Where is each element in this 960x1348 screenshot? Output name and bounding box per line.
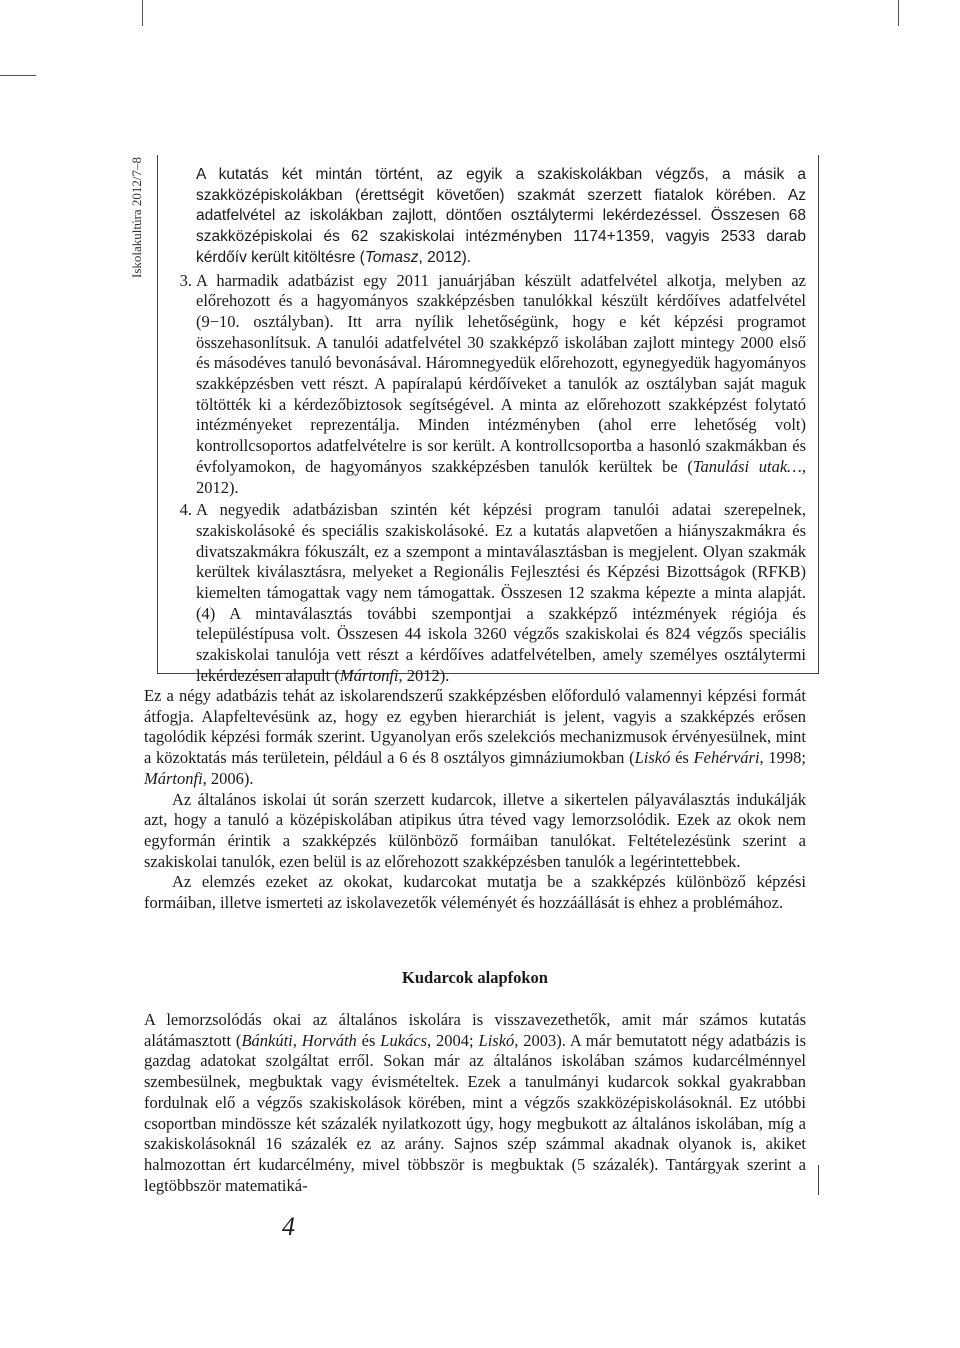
page-number: 4 <box>282 1212 295 1241</box>
paragraph-text: , <box>292 1030 302 1050</box>
list-item <box>170 271 806 499</box>
paragraph: Az általános iskolai út során szerzett kudarcok, illetve a sikertelen pályaválasztás indukálják azt, hogy a tanuló a középiskolában atipikus útra téved vagy lemorzsolódik. Ezek az okok nem egyformán érintik a szakképzés különböző formáiban tanulókat. Feltételezésünk szerint a szakiskolai tanulók, ezen belül is az előrehozott szakképzésben tanulók a legérintettebbek. <box>144 789 806 871</box>
paragraph <box>144 1010 806 1196</box>
citation: Tanulási utak… <box>692 456 802 476</box>
list-item-text: A kutatás két mintán történt, az egyik a szakiskolákban végzős, a másik a szakközépiskolákban (érettségit követően) szakmát szerzett fiatalok körében. Az adatfelvétel az iskolákban zajlott, döntően osztálytermi lekérdezéssel. Összesen 68 szakközépiskolai és 62 szakiskolai intézményben 1174+1359, vagyis 2533 darab kérdőív került kitöltésre ( <box>196 166 806 266</box>
crop-mark <box>0 75 36 76</box>
crop-mark <box>898 0 899 26</box>
box-left-rule <box>157 155 158 673</box>
list-item-number: 4. <box>179 500 192 520</box>
database-list <box>170 165 806 687</box>
citation: Tomasz <box>364 248 419 266</box>
paragraph-text: , 1998; <box>759 748 806 768</box>
text-right-rule <box>818 1165 819 1195</box>
citation: Liskó <box>478 1030 515 1050</box>
body-paragraphs <box>144 686 806 914</box>
list-item-number: 3. <box>179 270 192 290</box>
list-item-text: A harmadik adatbázist egy 2011 januárjában készült adatfelvétel alkotja, melyben az előrehozott és a hagyományos szakképzésben tanulókkal készült kérdőíves adatfelvétel (9−10. osztályban). Itt arra nyílik lehetőségünk, hogy e két képzési programot összehasonlítsuk. A tanulói adatfelvétel 30 szakképző iskolában zajlott mintegy 2000 első és másodéves tanuló bevonásával. Háromnegyedük előrehozott, egynegyedük hagyományos szakképzésben vett részt. A papíralapú kérdőíveket a tanulók az osztályban saját maguk töltötték ki a kérdezőbiztosok segítségével. A minta az előrehozott szakképzést folytató intézményeket reprezentálja. Minden intézményben (ahol erre lehetőség volt) kontrollcsoportos adatfelvételre is sor került. A kontrollcsoportba a hasonló szakmákban és évfolyamokon, de hagyományos szakképzésben tanulók kerültek be ( <box>196 270 806 476</box>
section-heading: Kudarcok alapfokon <box>402 968 548 987</box>
paragraph-text: és <box>356 1030 381 1050</box>
list-item-tail: , 2012). <box>398 665 450 685</box>
citation: Mártonfi <box>144 768 203 788</box>
paragraph-text: , 2006). <box>202 768 254 788</box>
paragraph-text: , 2003). A már bemutatott négy adatbázis is gazdag adatokat szolgáltat erről. Sokan már az általános iskolában számos kudarcélménnyel szembesülnek, megbuktak vagy évismételtek. Ezek a tanulmányi kudarcok sokkal gyakrabban fordulnak elő a végzős szakiskolások körében, mint a végzős szakközépiskolásoknál. Ez utóbbi csoportban mindössze két százalék nyilatkozott úgy, hogy megbukott az általános iskolában, míg a szakiskolásoknál 16 százalék ez az arány. Sajnos szép számmal akadnak olyanok is, akiket halmozottan ért kudarcélmény, mivel többször is megbuktak (5 százalék). Tantárgyak szerint a legtöbbször matematiká- <box>144 1030 807 1195</box>
citation: Lukács <box>380 1030 428 1050</box>
section-body <box>144 1010 806 1196</box>
paragraph-text: A lemorzsolódás okai az általános iskolára is visszavezethetők, amit már számos kutatás alátámasztott ( <box>144 1010 806 1050</box>
citation: Mártonfi <box>339 665 399 685</box>
citation: Bánkúti <box>241 1030 293 1050</box>
crop-mark <box>142 0 143 26</box>
list-item <box>170 500 806 686</box>
box-right-rule <box>818 155 819 673</box>
paragraph-text: , 2004; <box>427 1030 479 1050</box>
paragraph: Az elemzés ezeket az okokat, kudarcokat mutatja be a szakképzés különböző képzési formáiban, illetve ismerteti az iskolavezetők véleményét és hozzáállását is ehhez a problémához. <box>144 872 806 913</box>
list-item-tail: , 2012). <box>196 456 806 497</box>
list-item <box>170 165 806 269</box>
paragraph-text: és <box>670 748 694 768</box>
paragraph <box>144 686 806 790</box>
citation: Fehérvári <box>693 748 760 768</box>
list-item-tail: , 2012). <box>418 248 472 266</box>
journal-running-head: Iskolakultúra 2012/7–8 <box>129 157 144 278</box>
paragraph-text: Ez a négy adatbázis tehát az iskolarendszerű szakképzésben előforduló valamennyi képzési formát átfogja. Alapfeltevésünk az, hogy ez egyben hierarchiát is jelent, vagyis a szakképzés erősen tagolódik képzési formák szerint. Ugyanolyan erős szelekciós mechanizmusok érvényesülnek, mint a közoktatás más területein, például a 6 és 8 osztályos gimnáziumokban ( <box>144 686 806 768</box>
citation: Horváth <box>301 1030 357 1050</box>
citation: Liskó <box>634 748 671 768</box>
list-item-text: A negyedik adatbázisban szintén két képzési program tanulói adatai szerepelnek, szakiskolásoké és speciális szakiskolásoké. Ez a kutatás alapvetően a hiányszakmákra és divatszakmákra fókuszált, ez a szempont a mintaválasztásban is megjelent. Olyan szakmák kerültek kiválasztásra, melyeket a Regionális Fejlesztési és Képzési Bizottságok (RFKB) kiemelten támogattak vagy nem támogattak. Összesen 12 szakma képezte a minta alapját.(4) A mintaválasztás további szempontjai a szakképző intézmények régiója és településtípusa volt. Összesen 44 iskola 3260 végzős szakiskolai és 824 végzős speciális szakiskolai tanulója vett részt a kérdőíves adatfelvételben, amely személyes osztálytermi lekérdezésen alapult ( <box>196 500 806 685</box>
